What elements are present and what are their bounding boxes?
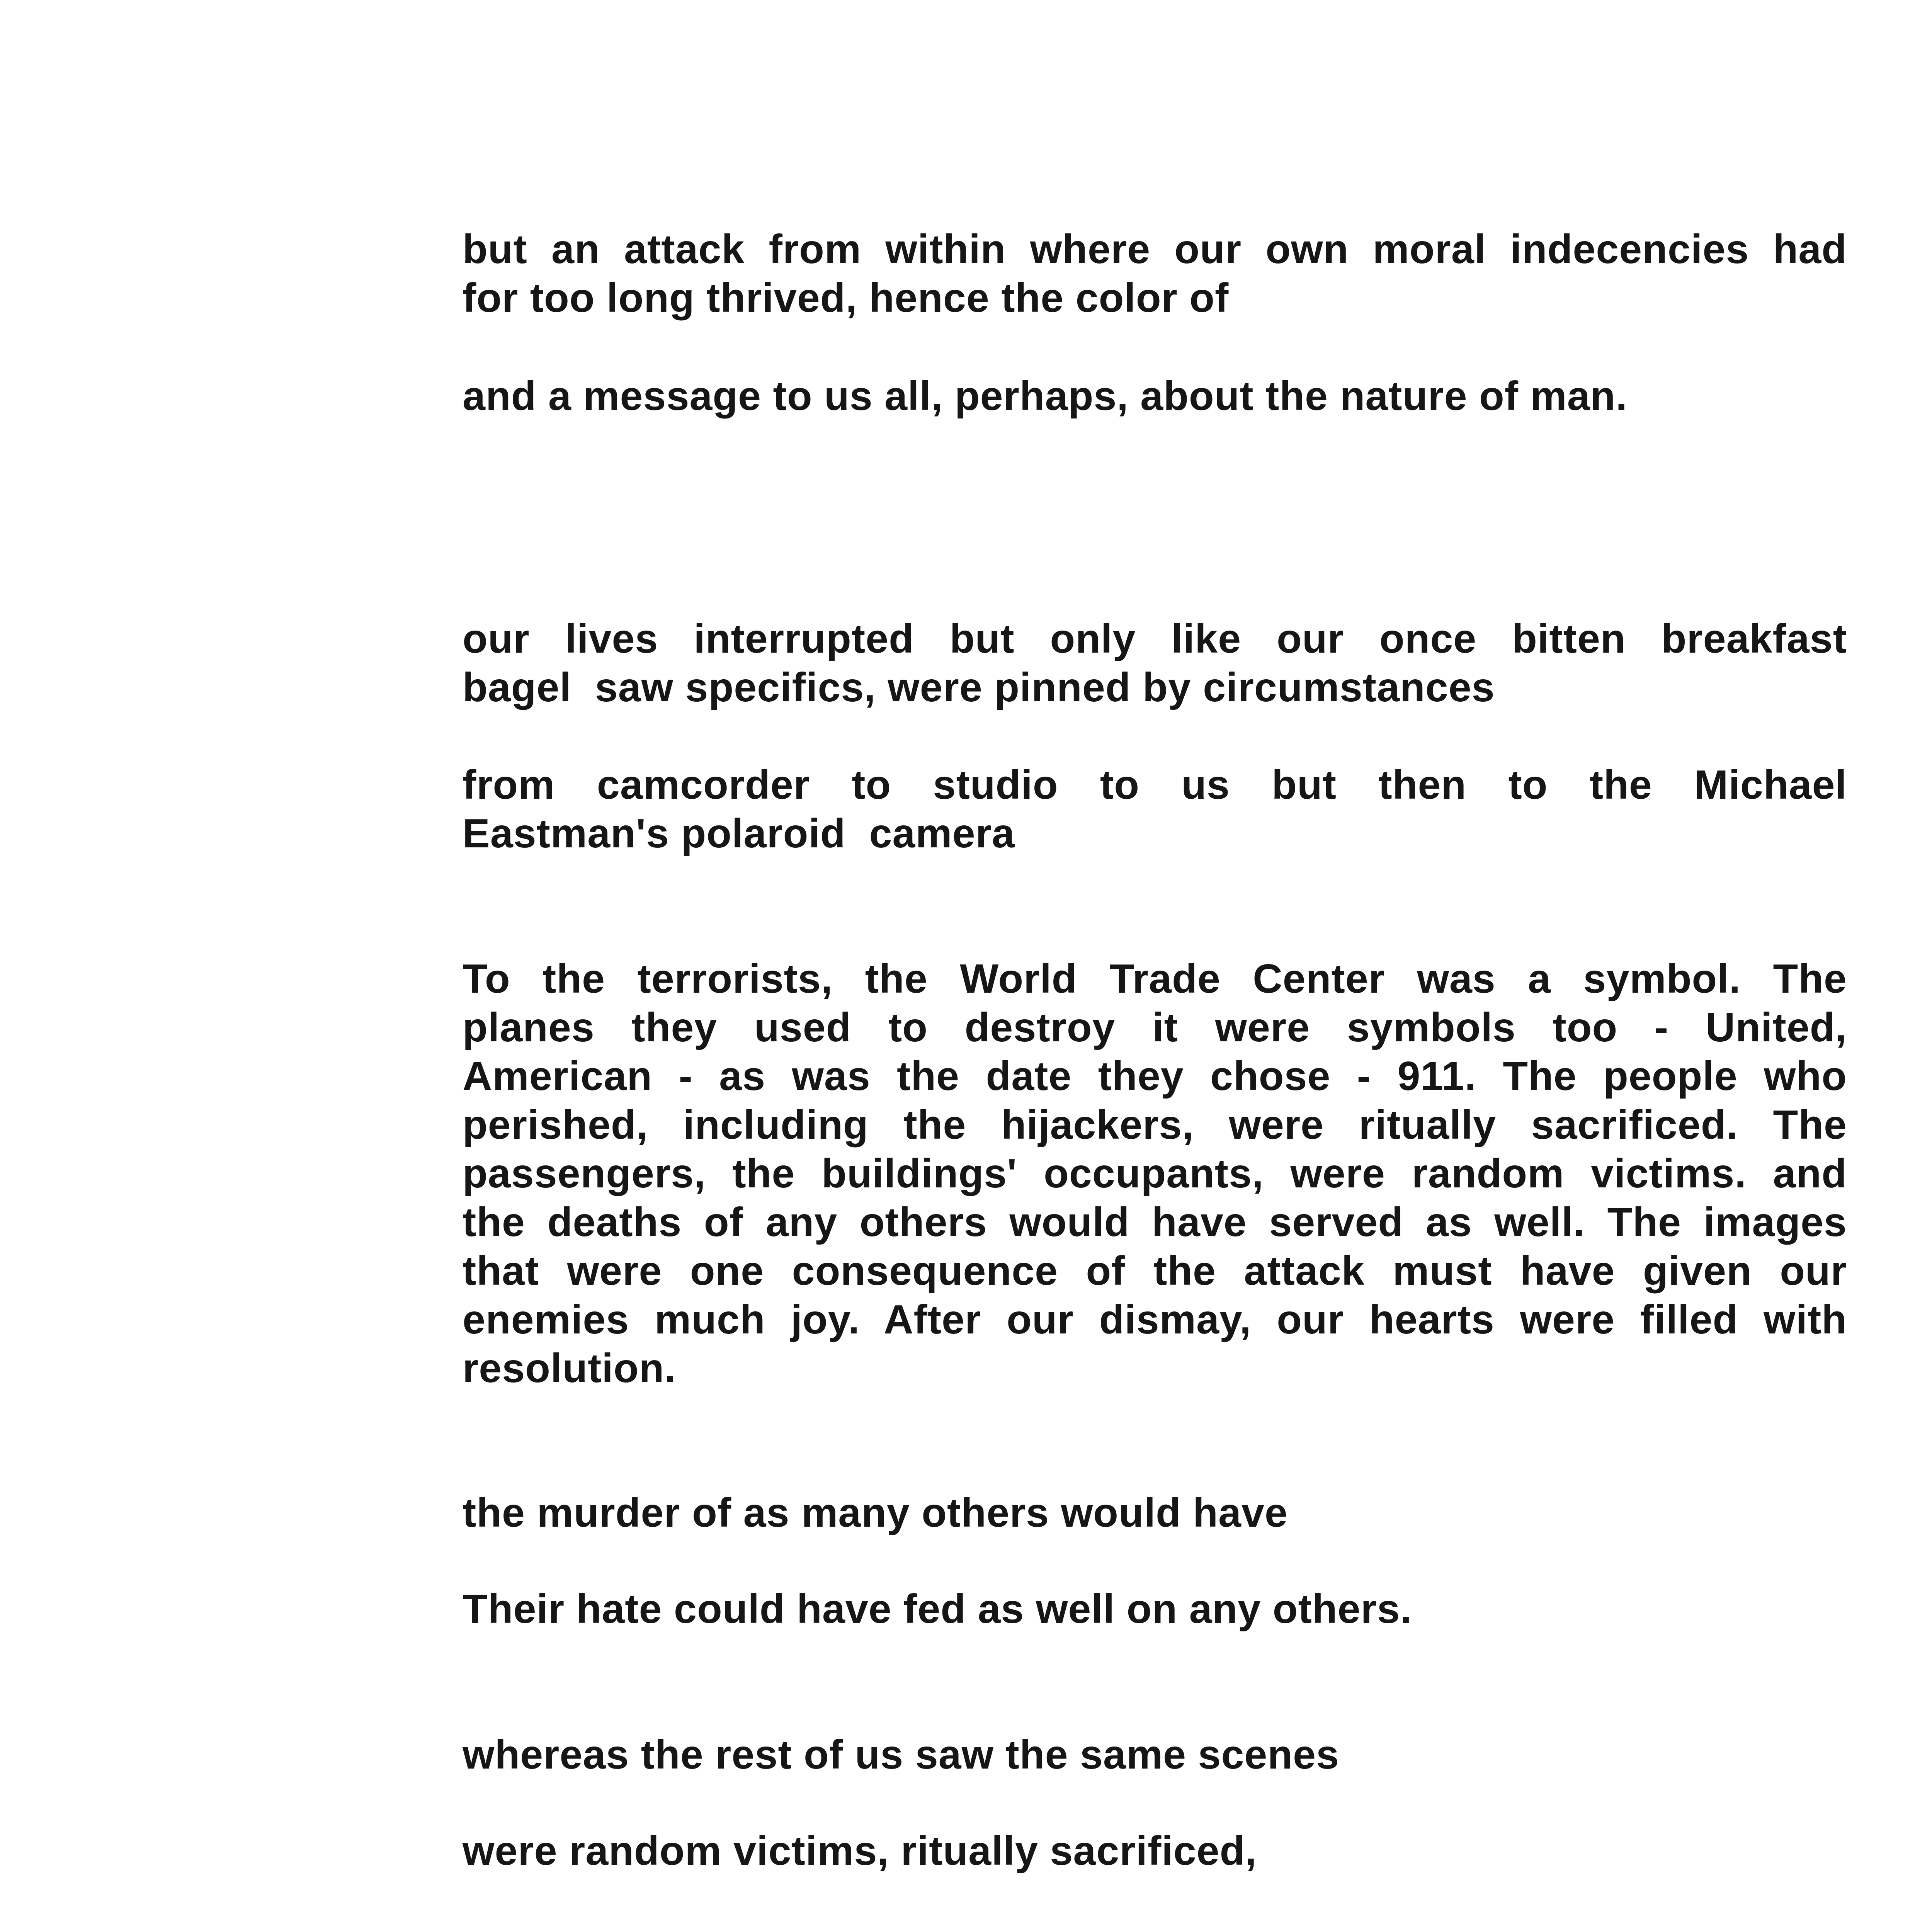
paragraph-message bbox=[463, 372, 1847, 420]
text-line: were random victims, ritually sacrificed, bbox=[463, 1828, 1257, 1874]
paragraph-murder bbox=[463, 1488, 1847, 1537]
text-line: planes they used to destroy it were symbols too - United, bbox=[463, 1005, 1847, 1050]
text-line: American - as was the date they chose - 911. The people who bbox=[463, 1053, 1847, 1099]
text-line: resolution. bbox=[463, 1345, 676, 1391]
text-line: Eastman's polaroid camera bbox=[463, 811, 1015, 856]
text-line: the murder of as many others would have bbox=[463, 1490, 1288, 1536]
paragraph-random-victims bbox=[463, 1827, 1847, 1875]
paragraph-lives-interrupted bbox=[463, 614, 1847, 712]
text-line: bagel saw specifics, were pinned by circumstances bbox=[463, 665, 1495, 710]
paragraph-terrorists bbox=[463, 954, 1847, 1393]
text-line: passengers, the buildings' occupants, were random victims. and bbox=[463, 1151, 1847, 1196]
text-line: but an attack from within where our own moral indecencies had bbox=[463, 226, 1847, 272]
paragraph-hate bbox=[463, 1585, 1847, 1633]
text-line: from camcorder to studio to us but then to the Michael bbox=[463, 762, 1847, 808]
paragraph-whereas bbox=[463, 1730, 1847, 1779]
text-line: enemies much joy. After our dismay, our hearts were filled with bbox=[463, 1297, 1847, 1342]
text-line: for too long thrived, hence the color of bbox=[463, 275, 1229, 321]
text-line: and a message to us all, perhaps, about the nature of man. bbox=[463, 373, 1628, 419]
text-line: To the terrorists, the World Trade Center was a symbol. The bbox=[463, 956, 1847, 1002]
text-line: whereas the rest of us saw the same scenes bbox=[463, 1732, 1340, 1777]
text-line: Their hate could have fed as well on any others. bbox=[463, 1586, 1412, 1632]
text-line: our lives interrupted but only like our once bitten breakfast bbox=[463, 616, 1847, 662]
text-line: that were one consequence of the attack must have given our bbox=[463, 1248, 1847, 1294]
text-line: the deaths of any others would have served as well. The images bbox=[463, 1199, 1847, 1245]
paragraph-attack-from-within bbox=[463, 225, 1847, 322]
text-line: perished, including the hijackers, were ritually sacrificed. The bbox=[463, 1102, 1847, 1148]
paragraph-camcorder bbox=[463, 760, 1847, 858]
